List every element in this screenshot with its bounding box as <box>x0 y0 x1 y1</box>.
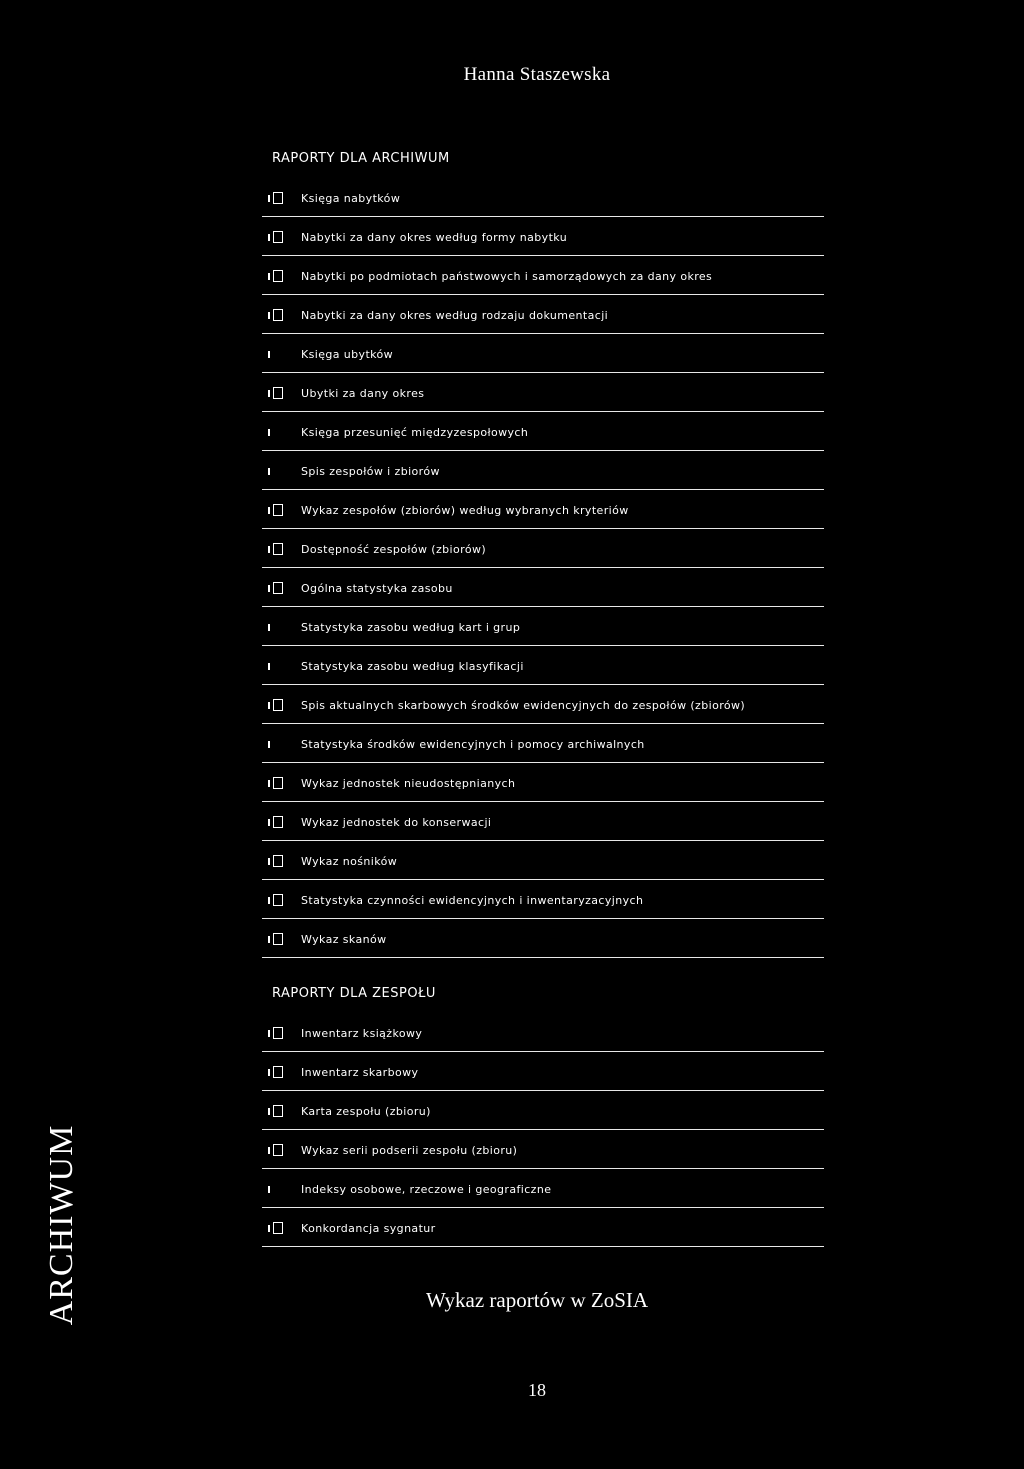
document-icon <box>268 309 286 321</box>
report-item[interactable] <box>262 1091 824 1130</box>
author-name: Hanna Staszewska <box>463 64 611 85</box>
document-icon <box>268 855 286 867</box>
report-label: Indeksy osobowe, rzeczowe i geograficzne <box>301 1183 552 1196</box>
document-icon <box>268 582 286 594</box>
report-item[interactable] <box>262 295 824 334</box>
side-label: ARCHIWUM <box>43 1124 80 1326</box>
report-item[interactable] <box>262 373 824 412</box>
report-label: Wykaz skanów <box>301 933 387 946</box>
report-label: Statystyka zasobu według klasyfikacji <box>301 660 524 673</box>
report-label: Spis zespołów i zbiorów <box>301 465 440 478</box>
report-item[interactable] <box>262 1013 824 1052</box>
document-icon <box>268 816 286 828</box>
report-item[interactable] <box>262 412 824 451</box>
report-label: Karta zespołu (zbioru) <box>301 1105 431 1118</box>
report-label: Księga nabytków <box>301 192 401 205</box>
report-label: Spis aktualnych skarbowych środków ewidencyjnych do zespołów (zbiorów) <box>301 699 746 712</box>
document-icon <box>268 777 286 789</box>
document-icon <box>268 543 286 555</box>
report-label: Statystyka zasobu według kart i grup <box>301 621 521 634</box>
document-icon <box>268 894 286 906</box>
report-item[interactable] <box>262 1208 824 1247</box>
report-item[interactable] <box>262 880 824 919</box>
report-item[interactable] <box>262 529 824 568</box>
bullet-icon <box>268 738 286 750</box>
report-item[interactable] <box>262 451 824 490</box>
report-label: Dostępność zespołów (zbiorów) <box>301 543 487 556</box>
document-icon <box>268 270 286 282</box>
report-label: Nabytki po podmiotach państwowych i samorządowych za dany okres <box>301 270 713 283</box>
bullet-icon <box>268 348 286 360</box>
report-item[interactable] <box>262 490 824 529</box>
archive-reports-heading: RAPORTY DLA ARCHIWUM <box>272 151 450 166</box>
report-label: Nabytki za dany okres według rodzaju dokumentacji <box>301 309 609 322</box>
report-label: Księga przesunięć międzyzespołowych <box>301 426 529 439</box>
document-icon <box>268 933 286 945</box>
document-icon <box>268 1144 286 1156</box>
bullet-icon <box>268 660 286 672</box>
report-item[interactable] <box>262 568 824 607</box>
report-label: Wykaz serii podserii zespołu (zbioru) <box>301 1144 518 1157</box>
report-item[interactable] <box>262 841 824 880</box>
report-label: Wykaz nośników <box>301 855 398 868</box>
report-label: Konkordancja sygnatur <box>301 1222 436 1235</box>
report-item[interactable] <box>262 1052 824 1091</box>
report-item[interactable] <box>262 685 824 724</box>
report-label: Wykaz jednostek nieudostępnianych <box>301 777 516 790</box>
document-icon <box>268 504 286 516</box>
reports-screenshot <box>262 140 824 1247</box>
fonds-reports-heading: RAPORTY DLA ZESPOŁU <box>272 986 436 1001</box>
book-title: Wykaz raportów w ZoSIA <box>425 1288 649 1312</box>
document-icon <box>268 1105 286 1117</box>
report-item[interactable] <box>262 763 824 802</box>
document-icon <box>268 1066 286 1078</box>
fonds-reports-list <box>262 1013 824 1247</box>
report-label: Inwentarz książkowy <box>301 1027 423 1040</box>
report-item[interactable] <box>262 256 824 295</box>
report-label: Statystyka czynności ewidencyjnych i inwentaryzacyjnych <box>301 894 644 907</box>
bullet-icon <box>268 1183 286 1195</box>
report-label: Księga ubytków <box>301 348 394 361</box>
page-number: 18 <box>528 1380 546 1400</box>
report-item[interactable] <box>262 802 824 841</box>
report-label: Inwentarz skarbowy <box>301 1066 419 1079</box>
report-label: Statystyka środków ewidencyjnych i pomocy archiwalnych <box>301 738 645 751</box>
archive-reports-list <box>262 178 824 958</box>
report-label: Wykaz jednostek do konserwacji <box>301 816 492 829</box>
bullet-icon <box>268 621 286 633</box>
document-icon <box>268 387 286 399</box>
report-label: Ogólna statystyka zasobu <box>301 582 453 595</box>
document-icon <box>268 1027 286 1039</box>
report-item[interactable] <box>262 1130 824 1169</box>
document-icon <box>268 192 286 204</box>
bullet-icon <box>268 465 286 477</box>
document-icon <box>268 1222 286 1234</box>
report-item[interactable] <box>262 217 824 256</box>
report-item[interactable] <box>262 919 824 958</box>
document-icon <box>268 699 286 711</box>
report-item[interactable] <box>262 334 824 373</box>
report-label: Wykaz zespołów (zbiorów) według wybranych kryteriów <box>301 504 629 517</box>
report-item[interactable] <box>262 607 824 646</box>
document-icon <box>268 231 286 243</box>
report-label: Nabytki za dany okres według formy nabytku <box>301 231 568 244</box>
report-label: Ubytki za dany okres <box>301 387 425 400</box>
report-item[interactable] <box>262 178 824 217</box>
report-item[interactable] <box>262 646 824 685</box>
report-item[interactable] <box>262 724 824 763</box>
bullet-icon <box>268 426 286 438</box>
report-item[interactable] <box>262 1169 824 1208</box>
